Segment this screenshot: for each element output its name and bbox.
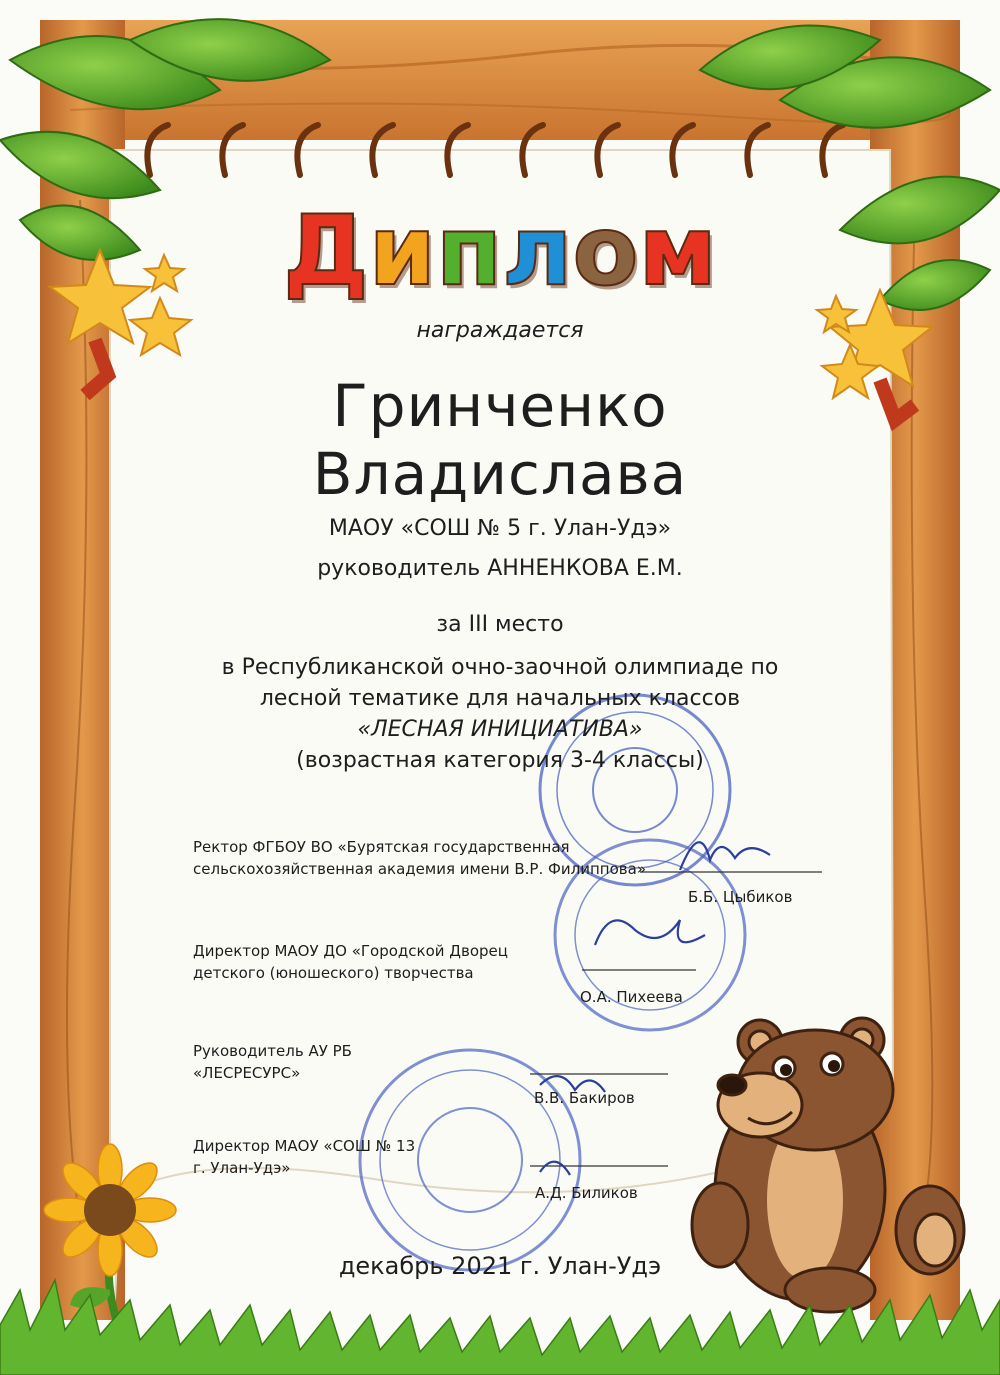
title-letter: л: [502, 195, 573, 307]
signer-title-line: Ректор ФГБОУ ВО «Бурятская государственная: [193, 838, 570, 856]
awarded-label: награждается: [416, 318, 584, 343]
signer-name: В.В. Бакиров: [534, 1089, 635, 1107]
title-letter: м: [638, 195, 717, 307]
event-line-1: в Республиканской очно-заочной олимпиаде по: [221, 655, 779, 680]
signature-block-dvorets: [193, 940, 508, 984]
signer-name: А.Д. Биликов: [535, 1184, 638, 1202]
signer-title-line: сельскохозяйственная академия имени В.Р. Филиппова»: [193, 860, 646, 878]
event-line-2: лесной тематике для начальных классов: [259, 686, 741, 711]
signer-title-line: Руководитель АУ РБ: [193, 1042, 352, 1060]
signer-title-line: Директор МАОУ «СОШ № 13: [193, 1137, 416, 1155]
signer-title-line: детского (юношеского) творчества: [193, 964, 474, 982]
title-letter: п: [435, 195, 503, 307]
signer-name: Б.Б. Цыбиков: [688, 888, 793, 906]
signer-name: О.А. Пихеева: [580, 988, 683, 1006]
supervisor-line: руководитель АННЕНКОВА Е.М.: [317, 556, 683, 581]
title-letter: и: [368, 195, 436, 307]
recipient-first-name: Владислава: [312, 440, 688, 508]
title-letter: о: [572, 195, 639, 307]
title-letter: Д: [283, 195, 369, 307]
diploma-title: [0, 196, 1000, 306]
place-line: за III место: [436, 612, 564, 637]
signer-title-line: Директор МАОУ ДО «Городской Дворец: [193, 942, 508, 960]
signature-block-rector: [193, 836, 646, 880]
event-line-4: (возрастная категория 3-4 классы): [296, 748, 704, 773]
recipient-surname: Гринченко: [332, 372, 668, 440]
signer-title-line: «ЛЕСРЕСУРС»: [193, 1064, 301, 1082]
event-line-3: «ЛЕСНАЯ ИНИЦИАТИВА»: [357, 717, 643, 742]
date-place: декабрь 2021 г. Улан-Удэ: [338, 1252, 662, 1280]
signature-block-lesresurs: [193, 1040, 352, 1084]
signature-block-school13: [193, 1135, 415, 1179]
signer-title-line: г. Улан-Удэ»: [193, 1159, 291, 1177]
school-name: МАОУ «СОШ № 5 г. Улан-Удэ»: [328, 516, 672, 541]
